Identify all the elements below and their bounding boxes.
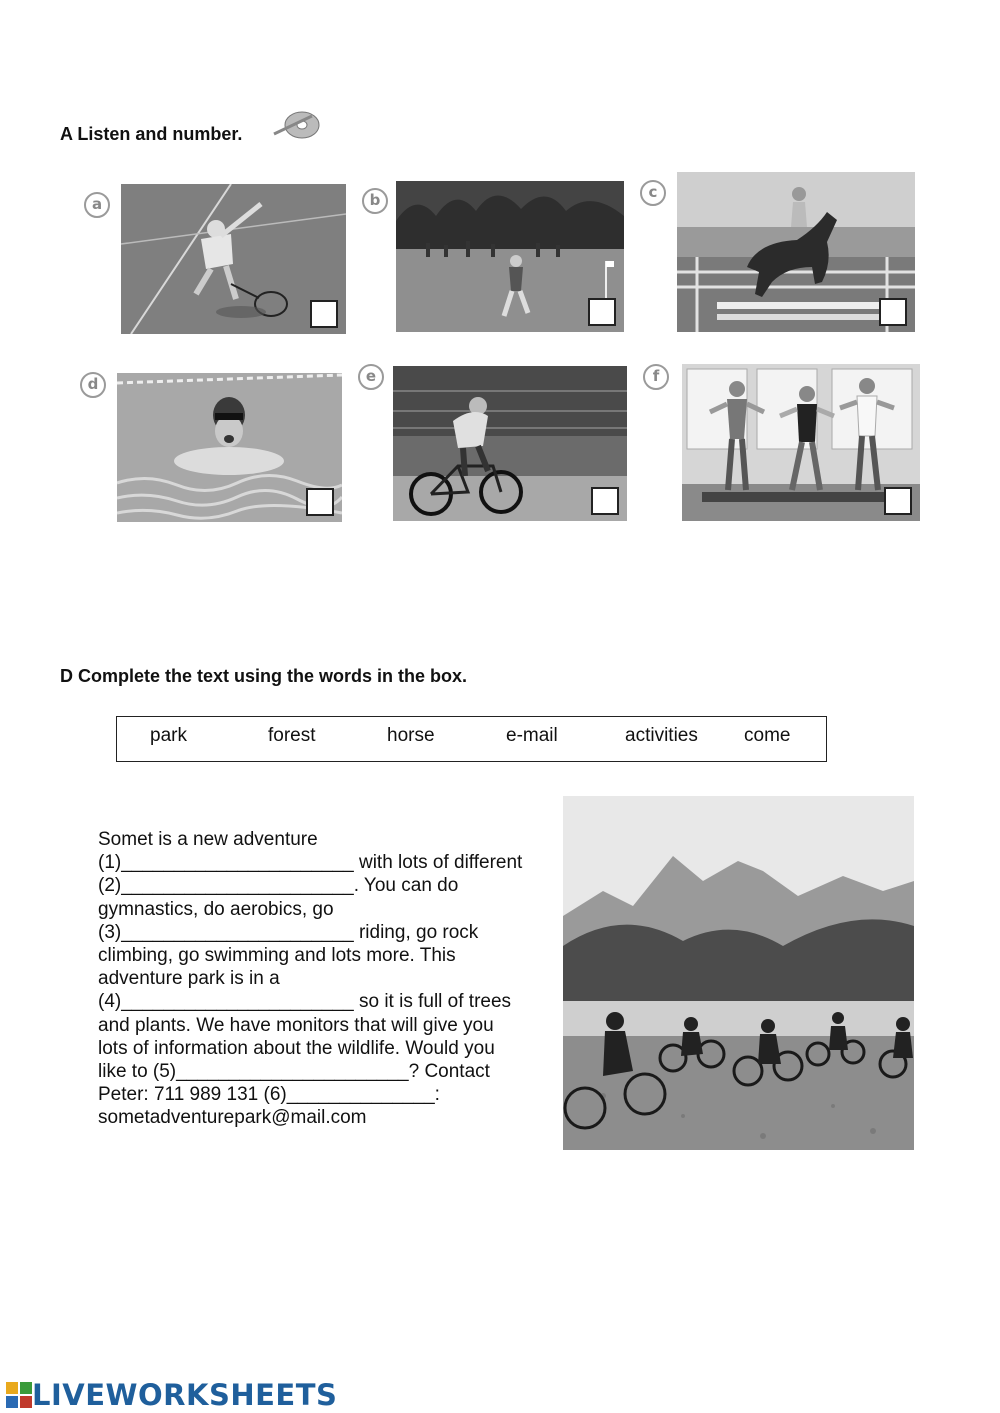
- label-d: d: [80, 372, 106, 398]
- photo-tennis: [121, 184, 346, 334]
- passage-line-blank-2[interactable]: (2)______________________. You can do: [98, 875, 459, 897]
- label-b: b: [362, 188, 388, 214]
- passage-line: lots of information about the wildlife. Would you: [98, 1037, 495, 1059]
- cd-icon: [272, 108, 328, 142]
- label-c: c: [640, 180, 666, 206]
- passage-text: [98, 828, 558, 1130]
- passage-line-blank-1[interactable]: (1)______________________ with lots of different: [98, 852, 523, 874]
- word-e-mail: e-mail: [506, 725, 558, 746]
- passage-line-blank-6[interactable]: Peter: 711 989 131 (6)______________:: [98, 1084, 440, 1106]
- passage-line: gymnastics, do aerobics, go: [98, 898, 334, 920]
- photo-horse-jumping: [677, 172, 915, 332]
- answer-box-a[interactable]: [310, 300, 338, 328]
- passage-line: Somet is a new adventure: [98, 829, 318, 850]
- answer-box-b[interactable]: [588, 298, 616, 326]
- passage-line: sometadventurepark@mail.com: [98, 1107, 367, 1129]
- passage-line: and plants. We have monitors that will give you: [98, 1014, 494, 1036]
- passage-line: adventure park is in a: [98, 968, 280, 990]
- word-horse: horse: [387, 725, 435, 746]
- word-park: park: [150, 725, 187, 746]
- answer-box-c[interactable]: [879, 298, 907, 326]
- logo-text: LIVEWORKSHEETS: [32, 1378, 338, 1412]
- logo-grid-icon: [6, 1382, 32, 1408]
- word-activities: activities: [625, 725, 698, 746]
- word-box: [116, 716, 827, 762]
- section-d-heading: D Complete the text using the words in the box.: [60, 666, 468, 686]
- word-come: come: [744, 725, 791, 746]
- label-e: e: [358, 364, 384, 390]
- answer-box-f[interactable]: [884, 487, 912, 515]
- answer-box-e[interactable]: [591, 487, 619, 515]
- photo-mountain-cyclists: [563, 796, 914, 1150]
- photo-aerobics: [682, 364, 920, 521]
- word-forest: forest: [268, 725, 316, 746]
- section-a-heading: A Listen and number.: [60, 124, 243, 144]
- liveworksheets-logo: [6, 1378, 337, 1412]
- photo-football: [396, 181, 624, 332]
- photo-cyclist: [393, 366, 627, 521]
- label-a: a: [84, 192, 110, 218]
- label-f: f: [643, 364, 669, 390]
- passage-line-blank-3[interactable]: (3)______________________ riding, go rock: [98, 921, 479, 943]
- passage-line-blank-5[interactable]: like to (5)______________________? Contact: [98, 1061, 490, 1083]
- photo-swimmer: [117, 373, 342, 522]
- passage-line: climbing, go swimming and lots more. This: [98, 945, 456, 967]
- passage-line-blank-4[interactable]: (4)______________________ so it is full of trees: [98, 991, 512, 1013]
- answer-box-d[interactable]: [306, 488, 334, 516]
